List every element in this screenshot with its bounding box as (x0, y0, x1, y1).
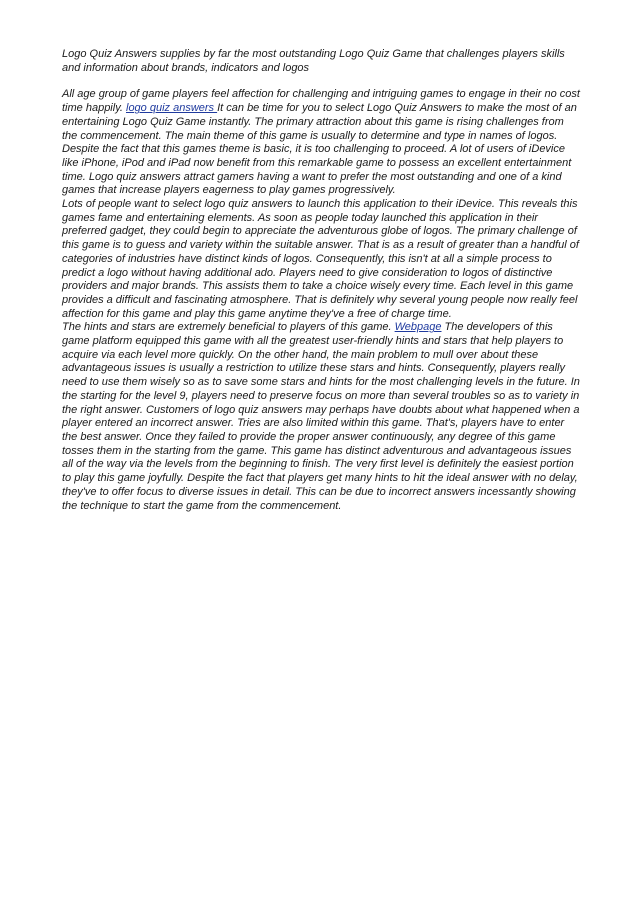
logo-quiz-answers-link[interactable]: logo quiz answers (126, 102, 218, 115)
paragraph-3 (62, 321, 580, 513)
paragraph-3-text-a: The hints and stars are extremely beneficial to players of this game. (62, 321, 395, 334)
paragraph-3-text-b: The developers of this game platform equipped this game with all the greatest user-friendly hints and stars that help players to acquire via each level more quickly. On the other hand, the main problem to mull over about these advantageous issues is usually a restriction to utilize these stars and hints. Consequently, players really need to use them wisely so as to save some stars and hints for the most challenging levels in the future. In the starting for the level 9, players need to preserve focus on more than several troubles so as to variety in the right answer. Customers of logo quiz answers may perhaps have doubts about what happened when a player entered an incorrect answer. Tries are also limited within this game. That's, players have to enter the best answer. Once they failed to provide the proper answer continuously, any degree of this game tosses them in the starting from the game. This game has distinct adventurous and advantageous issues all of the way via the levels from the beginning to finish. The very first level is definitely the easiest portion to play this game joyfully. Despite the fact that players get many hints to hit the ideal answer with no delay, they've to offer focus to diverse issues in detail. This can be due to incorrect answers incessantly showing the technique to start the game from the commencement. (62, 321, 580, 512)
paragraph-2: Lots of people want to select logo quiz answers to launch this application to their iDevice. This reveals this games fame and entertaining elements. As soon as people today launched this application in their preferred gadget, they could begin to appreciate the adventurous globe of logos. The primary challenge of this game is to guess and variety within the suitable answer. That is as a result of greater than a handful of categories of industries have distinct kinds of logos. Consequently, this isn't at all a simple process to predict a logo without having additional ado. Players need to give consideration to logos of distinctive providers and major brands. This assists them to take a choice wisely every time. Each level in this game provides a difficult and fascinating atmosphere. That is definitely why several young people now really feel affection for this game and play this game anytime they've a free of charge time. (62, 198, 579, 320)
paragraph-1 (62, 88, 580, 198)
paragraph-spacer (62, 75, 580, 88)
paragraph-1-text-b: It can be time for you to select Logo Quiz Answers to make the most of an entertaining Logo Quiz Game instantly. The primary attraction about this game is rising challenges from the commencement. The main theme of this game is usually to determine and type in names of logos. Despite the fact that this games theme is basic, it is too challenging to proceed. A lot of users of iDevice like iPhone, iPod and iPad now benefit from this remarkable game to possess an excellent entertainment time. Logo quiz answers attract gamers having a want to prefer the most outstanding and one of a kind games that increase players eagerness to play games progressively. (62, 102, 577, 197)
webpage-link[interactable]: Webpage (394, 321, 442, 334)
document-page (62, 48, 580, 513)
intro-paragraph: Logo Quiz Answers supplies by far the most outstanding Logo Quiz Game that challenges players skills and information about brands, indicators and logos (62, 48, 565, 74)
paragraph-1-text-a: All age group of game players feel affection for challenging and intriguing games to engage in their no cost time happily. (62, 88, 580, 115)
